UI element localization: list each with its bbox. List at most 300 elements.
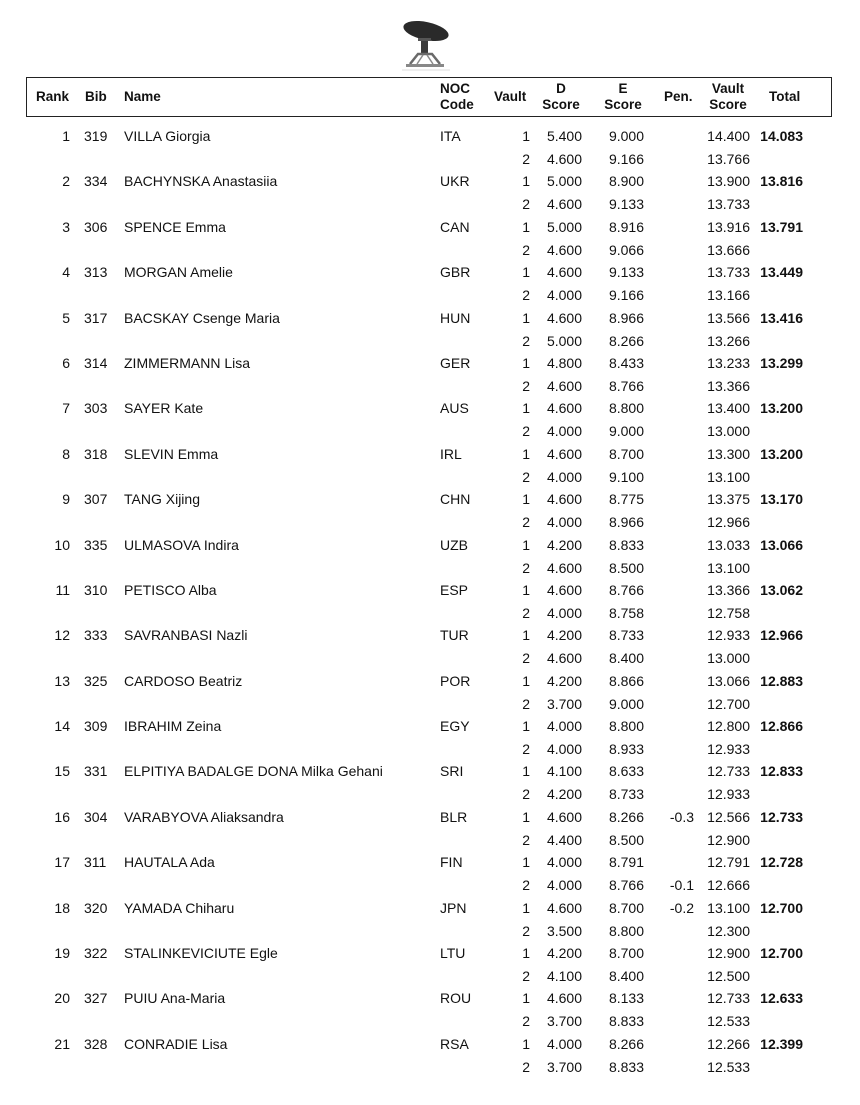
vault-2-line bbox=[0, 194, 860, 214]
e-score: 8.833 bbox=[608, 1058, 644, 1075]
header-vs-line1: Vault bbox=[711, 81, 745, 96]
d-score: 4.200 bbox=[546, 945, 582, 962]
athlete-row bbox=[0, 625, 860, 670]
penalty bbox=[656, 830, 694, 850]
vault-score: 12.700 bbox=[707, 695, 750, 712]
e-score: 8.866 bbox=[608, 672, 644, 689]
total-score: 12.399 bbox=[760, 1035, 803, 1052]
vault-score: 13.000 bbox=[707, 423, 750, 440]
penalty bbox=[656, 558, 694, 578]
vault-number: 1 bbox=[522, 400, 530, 417]
noc-code: FIN bbox=[440, 854, 463, 871]
penalty bbox=[656, 149, 694, 169]
vault-1-line bbox=[0, 580, 860, 600]
vault-score: 12.533 bbox=[707, 1013, 750, 1030]
vault-number: 2 bbox=[522, 559, 530, 576]
rank-cell: 17 bbox=[54, 854, 70, 871]
vault-score: 13.566 bbox=[707, 309, 750, 326]
e-score: 8.800 bbox=[608, 922, 644, 939]
e-score: 8.916 bbox=[608, 218, 644, 235]
penalty bbox=[656, 694, 694, 714]
athlete-name: BACSKAY Csenge Maria bbox=[124, 309, 280, 326]
header-e-line1: E bbox=[618, 81, 628, 96]
penalty: -0.1 bbox=[669, 877, 694, 894]
d-score: 4.200 bbox=[546, 627, 582, 644]
vault-number: 2 bbox=[522, 650, 530, 667]
vault-2-line bbox=[0, 648, 860, 668]
vault-1-line bbox=[0, 353, 860, 373]
e-score: 8.833 bbox=[608, 1013, 644, 1030]
e-score: 8.966 bbox=[608, 309, 644, 326]
athlete-name: YAMADA Chiharu bbox=[124, 899, 235, 916]
athlete-name: PUIU Ana-Maria bbox=[124, 990, 226, 1007]
rank-cell: 16 bbox=[54, 808, 70, 825]
vault-number: 1 bbox=[522, 264, 530, 281]
noc-code: GER bbox=[440, 354, 471, 371]
vault-score: 13.400 bbox=[707, 400, 750, 417]
d-score: 4.000 bbox=[546, 468, 582, 485]
vault-2-line bbox=[0, 921, 860, 941]
e-score: 9.133 bbox=[608, 196, 644, 213]
vault-1-line bbox=[0, 444, 860, 464]
total-score: 13.449 bbox=[760, 264, 803, 281]
vault-1-line bbox=[0, 716, 860, 736]
d-score: 4.600 bbox=[546, 151, 582, 167]
e-score: 8.133 bbox=[608, 990, 644, 1007]
e-score: 8.833 bbox=[608, 536, 644, 553]
athlete-name: BACHYNSKA Anastasiia bbox=[124, 173, 278, 190]
e-score: 9.166 bbox=[608, 287, 644, 304]
d-score: 4.100 bbox=[546, 968, 582, 985]
results-table-body bbox=[0, 126, 860, 1079]
athlete-row bbox=[0, 761, 860, 806]
rank-cell: 5 bbox=[62, 309, 70, 326]
bib-cell: 333 bbox=[84, 627, 108, 644]
total-score: 14.083 bbox=[760, 128, 803, 144]
vault-number: 1 bbox=[522, 1035, 530, 1052]
rank-cell: 14 bbox=[54, 718, 70, 735]
vault-number: 2 bbox=[522, 1058, 530, 1075]
total-score: 13.299 bbox=[760, 354, 803, 371]
e-score: 9.100 bbox=[608, 468, 644, 485]
vault-number: 1 bbox=[522, 173, 530, 190]
vault-2-line bbox=[0, 1057, 860, 1077]
vault-number: 1 bbox=[522, 808, 530, 825]
vault-score: 13.000 bbox=[707, 650, 750, 667]
athlete-name: IBRAHIM Zeina bbox=[124, 718, 222, 735]
athlete-name: HAUTALA Ada bbox=[124, 854, 215, 871]
athlete-name: SAYER Kate bbox=[124, 400, 204, 417]
e-score: 9.133 bbox=[608, 264, 644, 281]
e-score: 8.775 bbox=[608, 491, 644, 508]
d-score: 4.600 bbox=[546, 650, 582, 667]
vault-score: 12.500 bbox=[707, 968, 750, 985]
athlete-row bbox=[0, 262, 860, 307]
penalty bbox=[656, 988, 694, 1008]
d-score: 4.000 bbox=[546, 1035, 582, 1052]
penalty: -0.2 bbox=[669, 899, 694, 916]
vault-score: 12.758 bbox=[707, 604, 750, 621]
vault-number: 2 bbox=[522, 377, 530, 394]
rank-cell: 4 bbox=[62, 264, 70, 281]
penalty bbox=[656, 489, 694, 509]
bib-cell: 322 bbox=[84, 945, 108, 962]
bib-cell: 306 bbox=[84, 218, 108, 235]
vault-score: 13.766 bbox=[707, 151, 750, 167]
noc-code: SRI bbox=[440, 763, 464, 780]
athlete-row bbox=[0, 671, 860, 716]
e-score: 8.400 bbox=[608, 650, 644, 667]
e-score: 8.700 bbox=[608, 899, 644, 916]
penalty bbox=[656, 716, 694, 736]
d-score: 4.000 bbox=[546, 854, 582, 871]
d-score: 3.700 bbox=[546, 695, 582, 712]
header-vs-line2: Score bbox=[709, 97, 747, 112]
total-score: 12.833 bbox=[760, 763, 803, 780]
vault-number: 2 bbox=[522, 196, 530, 213]
vault-score: 13.233 bbox=[707, 354, 750, 371]
vault-score: 12.900 bbox=[707, 831, 750, 848]
d-score: 3.500 bbox=[546, 922, 582, 939]
bib-cell: 328 bbox=[84, 1035, 108, 1052]
penalty bbox=[656, 331, 694, 351]
e-score: 8.266 bbox=[608, 808, 644, 825]
d-score: 3.700 bbox=[546, 1013, 582, 1030]
vault-number: 2 bbox=[522, 695, 530, 712]
vault-score: 13.916 bbox=[707, 218, 750, 235]
penalty bbox=[656, 625, 694, 645]
e-score: 9.066 bbox=[608, 241, 644, 258]
penalty bbox=[656, 194, 694, 214]
bib-cell: 317 bbox=[84, 309, 108, 326]
e-score: 8.791 bbox=[608, 854, 644, 871]
vault-number: 2 bbox=[522, 604, 530, 621]
vault-number: 2 bbox=[522, 968, 530, 985]
vault-number: 2 bbox=[522, 423, 530, 440]
bib-cell: 331 bbox=[84, 763, 108, 780]
e-score: 8.758 bbox=[608, 604, 644, 621]
vault-number: 1 bbox=[522, 218, 530, 235]
vault-number: 2 bbox=[522, 831, 530, 848]
vault-score: 13.666 bbox=[707, 241, 750, 258]
e-score: 9.000 bbox=[608, 695, 644, 712]
header-noc-line2: Code bbox=[440, 97, 474, 112]
vault-number: 1 bbox=[522, 536, 530, 553]
vault-1-line bbox=[0, 535, 860, 555]
e-score: 8.800 bbox=[608, 718, 644, 735]
athlete-row bbox=[0, 444, 860, 489]
e-score: 8.766 bbox=[608, 877, 644, 894]
bib-cell: 314 bbox=[84, 354, 108, 371]
header-d-score bbox=[537, 78, 585, 116]
penalty bbox=[656, 966, 694, 986]
bib-cell: 327 bbox=[84, 990, 108, 1007]
e-score: 8.733 bbox=[608, 627, 644, 644]
rank-cell: 15 bbox=[54, 763, 70, 780]
vault-number: 1 bbox=[522, 581, 530, 598]
penalty bbox=[656, 739, 694, 759]
vault-1-line bbox=[0, 671, 860, 691]
vault-number: 1 bbox=[522, 718, 530, 735]
noc-code: JPN bbox=[440, 899, 467, 916]
total-score: 13.066 bbox=[760, 536, 803, 553]
total-score: 13.200 bbox=[760, 400, 803, 417]
vault-2-line bbox=[0, 240, 860, 260]
e-score: 8.633 bbox=[608, 763, 644, 780]
noc-code: POR bbox=[440, 672, 471, 689]
vault-1-line bbox=[0, 988, 860, 1008]
athlete-name: VARABYOVA Aliaksandra bbox=[124, 808, 284, 825]
bib-cell: 309 bbox=[84, 718, 108, 735]
athlete-name: TANG Xijing bbox=[124, 491, 200, 508]
e-score: 8.266 bbox=[608, 332, 644, 349]
penalty bbox=[656, 467, 694, 487]
e-score: 8.433 bbox=[608, 354, 644, 371]
d-score: 4.600 bbox=[546, 559, 582, 576]
athlete-row bbox=[0, 535, 860, 580]
header-d-line1: D bbox=[556, 81, 566, 96]
vault-2-line bbox=[0, 512, 860, 532]
vault-2-line bbox=[0, 467, 860, 487]
e-score: 8.500 bbox=[608, 559, 644, 576]
penalty bbox=[656, 1057, 694, 1077]
penalty bbox=[656, 240, 694, 260]
d-score: 4.600 bbox=[546, 445, 582, 462]
header-penalty: Pen. bbox=[664, 89, 693, 104]
bib-cell: 313 bbox=[84, 264, 108, 281]
d-score: 4.600 bbox=[546, 581, 582, 598]
vault-score: 12.566 bbox=[707, 808, 750, 825]
athlete-row bbox=[0, 308, 860, 353]
e-score: 8.766 bbox=[608, 581, 644, 598]
vault-2-line bbox=[0, 966, 860, 986]
penalty bbox=[656, 1011, 694, 1031]
d-score: 4.600 bbox=[546, 990, 582, 1007]
rank-cell: 20 bbox=[54, 990, 70, 1007]
vault-score: 13.100 bbox=[707, 899, 750, 916]
penalty bbox=[656, 580, 694, 600]
vault-score: 13.300 bbox=[707, 445, 750, 462]
noc-code: ITA bbox=[440, 128, 461, 144]
vault-2-line bbox=[0, 784, 860, 804]
d-score: 4.600 bbox=[546, 400, 582, 417]
vault-score: 14.400 bbox=[707, 128, 750, 144]
vault-score: 13.375 bbox=[707, 491, 750, 508]
bib-cell: 334 bbox=[84, 173, 108, 190]
vault-2-line bbox=[0, 421, 860, 441]
vault-score: 12.933 bbox=[707, 741, 750, 758]
e-score: 8.900 bbox=[608, 173, 644, 190]
bib-cell: 318 bbox=[84, 445, 108, 462]
bib-cell: 311 bbox=[84, 854, 107, 871]
athlete-name: SPENCE Emma bbox=[124, 218, 226, 235]
vault-score: 12.933 bbox=[707, 786, 750, 803]
total-score: 12.883 bbox=[760, 672, 803, 689]
e-score: 9.000 bbox=[608, 128, 644, 144]
vault-number: 1 bbox=[522, 128, 530, 144]
athlete-row bbox=[0, 353, 860, 398]
vault-number: 2 bbox=[522, 786, 530, 803]
athlete-row bbox=[0, 580, 860, 625]
vault-1-line bbox=[0, 398, 860, 418]
header-total: Total bbox=[769, 89, 801, 104]
e-score: 8.800 bbox=[608, 400, 644, 417]
athlete-row bbox=[0, 943, 860, 988]
vault-2-line bbox=[0, 149, 860, 169]
e-score: 8.766 bbox=[608, 377, 644, 394]
e-score: 8.500 bbox=[608, 831, 644, 848]
vault-number: 2 bbox=[522, 877, 530, 894]
athlete-row bbox=[0, 852, 860, 897]
rank-cell: 12 bbox=[54, 627, 70, 644]
d-score: 4.800 bbox=[546, 354, 582, 371]
rank-cell: 19 bbox=[54, 945, 70, 962]
vault-score: 12.666 bbox=[707, 877, 750, 894]
noc-code: LTU bbox=[440, 945, 466, 962]
vault-2-line bbox=[0, 558, 860, 578]
e-score: 9.000 bbox=[608, 423, 644, 440]
bib-cell: 319 bbox=[84, 128, 108, 144]
penalty bbox=[656, 285, 694, 305]
vault-score: 12.533 bbox=[707, 1058, 750, 1075]
vault-1-line bbox=[0, 807, 860, 827]
e-score: 8.966 bbox=[608, 514, 644, 531]
d-score: 4.000 bbox=[546, 877, 582, 894]
d-score: 4.400 bbox=[546, 831, 582, 848]
noc-code: UKR bbox=[440, 173, 470, 190]
total-score: 13.200 bbox=[760, 445, 803, 462]
header-vault-score bbox=[703, 78, 753, 116]
e-score: 8.733 bbox=[608, 786, 644, 803]
athlete-row bbox=[0, 716, 860, 761]
d-score: 4.000 bbox=[546, 604, 582, 621]
athlete-row bbox=[0, 126, 860, 171]
total-score: 12.966 bbox=[760, 627, 803, 644]
vault-number: 1 bbox=[522, 627, 530, 644]
vault-score: 13.900 bbox=[707, 173, 750, 190]
header-d-line2: Score bbox=[542, 97, 580, 112]
penalty bbox=[656, 308, 694, 328]
penalty bbox=[656, 376, 694, 396]
d-score: 4.600 bbox=[546, 491, 582, 508]
total-score: 13.416 bbox=[760, 309, 803, 326]
vault-2-line bbox=[0, 1011, 860, 1031]
rank-cell: 7 bbox=[62, 400, 70, 417]
noc-code: ESP bbox=[440, 581, 469, 598]
penalty bbox=[656, 353, 694, 373]
vault-1-line bbox=[0, 852, 860, 872]
e-score: 9.166 bbox=[608, 151, 644, 167]
vault-score: 12.791 bbox=[707, 854, 750, 871]
d-score: 4.200 bbox=[546, 536, 582, 553]
vault-1-line bbox=[0, 489, 860, 509]
athlete-name: SAVRANBASI Nazli bbox=[124, 627, 248, 644]
penalty bbox=[656, 126, 694, 146]
vault-score: 12.733 bbox=[707, 990, 750, 1007]
header-noc-code bbox=[440, 78, 474, 116]
vault-2-line bbox=[0, 830, 860, 850]
e-score: 8.933 bbox=[608, 741, 644, 758]
vault-number: 1 bbox=[522, 309, 530, 326]
bib-cell: 335 bbox=[84, 536, 108, 553]
athlete-row bbox=[0, 807, 860, 852]
noc-code: GBR bbox=[440, 264, 471, 281]
vault-score: 13.100 bbox=[707, 468, 750, 485]
noc-code: BLR bbox=[440, 808, 468, 825]
vault-1-line bbox=[0, 126, 860, 146]
bib-cell: 310 bbox=[84, 581, 108, 598]
vault-2-line bbox=[0, 376, 860, 396]
d-score: 3.700 bbox=[546, 1058, 582, 1075]
noc-code: CAN bbox=[440, 218, 470, 235]
penalty bbox=[656, 398, 694, 418]
noc-code: TUR bbox=[440, 627, 469, 644]
athlete-name: ELPITIYA BADALGE DONA Milka Gehani bbox=[124, 763, 383, 780]
penalty bbox=[656, 512, 694, 532]
vault-number: 2 bbox=[522, 332, 530, 349]
vault-number: 1 bbox=[522, 899, 530, 916]
vault-score: 12.900 bbox=[707, 945, 750, 962]
e-score: 8.700 bbox=[608, 945, 644, 962]
rank-cell: 21 bbox=[54, 1035, 70, 1052]
athlete-row bbox=[0, 489, 860, 534]
penalty bbox=[656, 648, 694, 668]
total-score: 12.728 bbox=[760, 854, 803, 871]
vault-score: 12.800 bbox=[707, 718, 750, 735]
athlete-name: ZIMMERMANN Lisa bbox=[124, 354, 251, 371]
d-score: 4.000 bbox=[546, 287, 582, 304]
d-score: 4.600 bbox=[546, 309, 582, 326]
bib-cell: 320 bbox=[84, 899, 108, 916]
vault-number: 1 bbox=[522, 354, 530, 371]
d-score: 4.600 bbox=[546, 377, 582, 394]
athlete-row bbox=[0, 988, 860, 1033]
total-score: 12.866 bbox=[760, 718, 803, 735]
vault-number: 2 bbox=[522, 514, 530, 531]
penalty bbox=[656, 761, 694, 781]
vault-2-line bbox=[0, 331, 860, 351]
d-score: 4.600 bbox=[546, 808, 582, 825]
d-score: 4.200 bbox=[546, 672, 582, 689]
penalty bbox=[656, 535, 694, 555]
header-name: Name bbox=[124, 89, 161, 104]
header-noc-line1: NOC bbox=[440, 81, 470, 96]
penalty bbox=[656, 262, 694, 282]
vault-number: 2 bbox=[522, 287, 530, 304]
d-score: 4.000 bbox=[546, 423, 582, 440]
vault-score: 12.733 bbox=[707, 763, 750, 780]
vault-score: 12.933 bbox=[707, 627, 750, 644]
rank-cell: 8 bbox=[62, 445, 70, 462]
noc-code: RSA bbox=[440, 1035, 469, 1052]
vault-1-line bbox=[0, 625, 860, 645]
athlete-name: STALINKEVICIUTE Egle bbox=[124, 945, 278, 962]
d-score: 4.600 bbox=[546, 241, 582, 258]
vault-score: 13.166 bbox=[707, 287, 750, 304]
e-score: 8.700 bbox=[608, 445, 644, 462]
rank-cell: 18 bbox=[54, 899, 70, 916]
penalty bbox=[656, 671, 694, 691]
penalty bbox=[656, 943, 694, 963]
d-score: 4.600 bbox=[546, 264, 582, 281]
total-score: 12.700 bbox=[760, 945, 803, 962]
athlete-row bbox=[0, 217, 860, 262]
d-score: 5.000 bbox=[546, 332, 582, 349]
vault-score: 12.966 bbox=[707, 514, 750, 531]
total-score: 12.700 bbox=[760, 899, 803, 916]
d-score: 4.600 bbox=[546, 899, 582, 916]
penalty bbox=[656, 217, 694, 237]
